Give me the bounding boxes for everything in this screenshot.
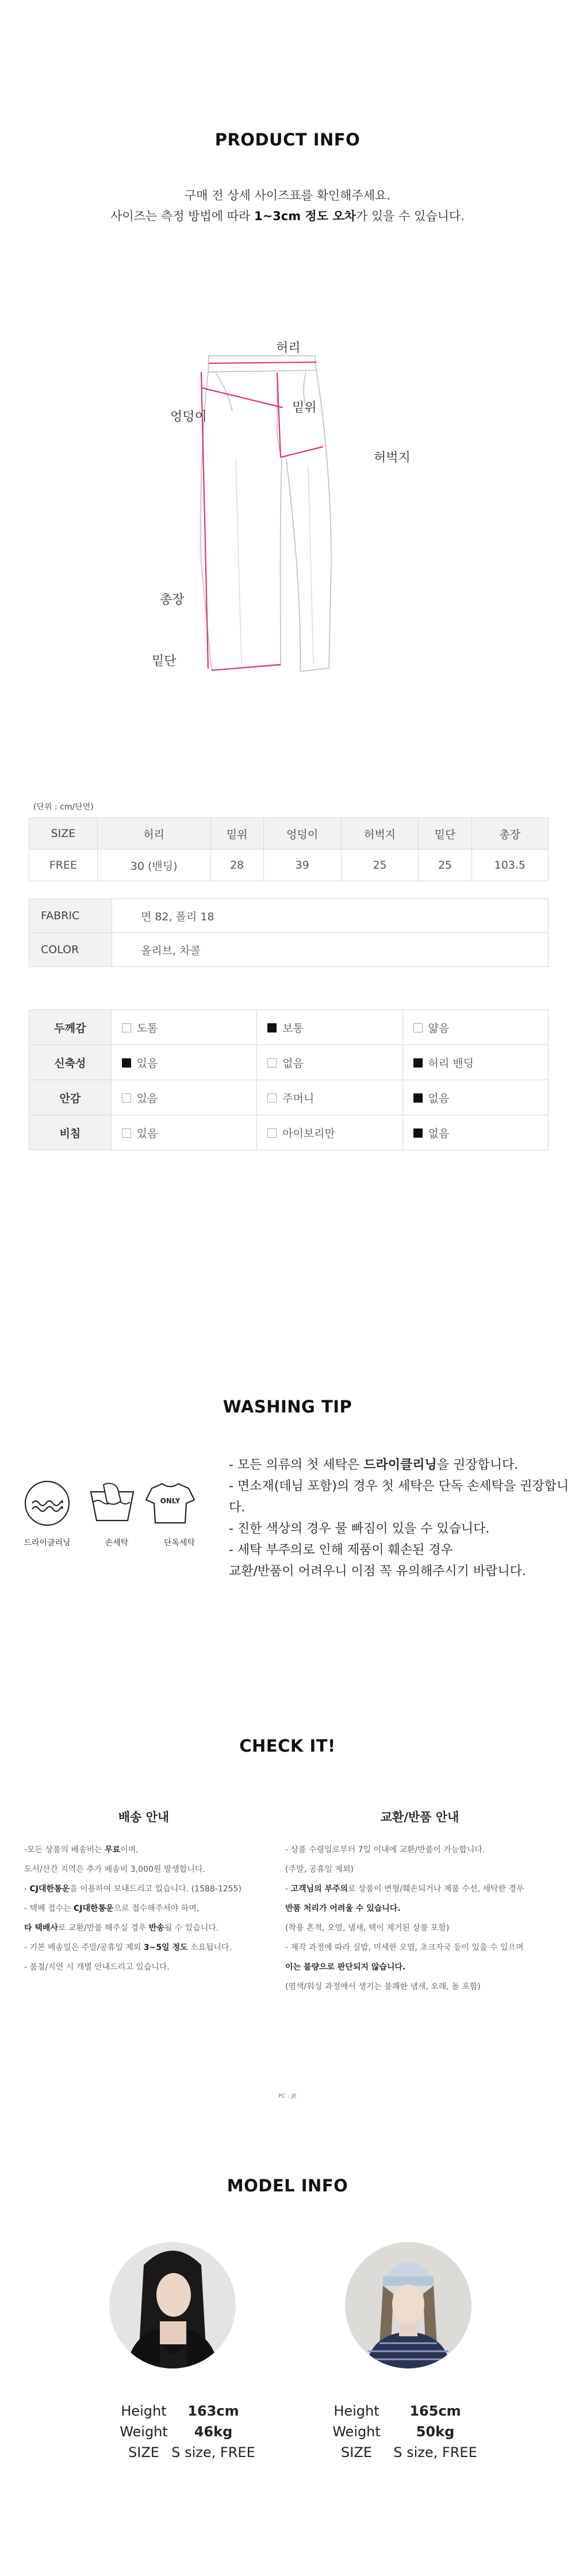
- unchecked-box-icon: [122, 1093, 131, 1103]
- fabric-color-table: [29, 899, 549, 967]
- return-title: 교환/반품 안내: [380, 1810, 459, 1824]
- size-unit: (단위 : cm/단면): [33, 803, 94, 812]
- attribute-option: [257, 1010, 402, 1045]
- checked-box-icon: [122, 1058, 131, 1068]
- shipping-line: - CJ대한통운을 이용하여 보내드리고 있습니다. (1588-1255): [24, 1884, 241, 1894]
- diagram-label-hip: 엉덩이: [170, 410, 207, 424]
- unchecked-box-icon: [267, 1058, 277, 1068]
- fabric-value: 면 82, 폴리 18: [112, 899, 549, 933]
- washing-icons: [24, 1480, 197, 1526]
- washing-line-5: 교환/반품이 어려우니 이점 꼭 유의해주시기 바랍니다.: [229, 1564, 526, 1579]
- attribute-label: 비침: [29, 1115, 112, 1150]
- pants-diagram: [195, 345, 391, 678]
- size-header-cell: 밑위: [210, 818, 263, 850]
- size-header-cell: 총장: [471, 818, 548, 850]
- product-info-line1: 구매 전 상세 사이즈표를 확인해주세요.: [185, 189, 390, 202]
- size-header-cell: SIZE: [29, 818, 98, 850]
- attribute-option: [111, 1045, 256, 1080]
- checked-box-icon: [267, 1023, 277, 1032]
- size-cell: 25: [419, 850, 471, 881]
- dry-clean-icon: [25, 1481, 69, 1525]
- color-row: [29, 933, 549, 967]
- check-it-title: CHECK IT!: [239, 1736, 336, 1756]
- diagram-label-length: 총장: [160, 593, 185, 607]
- unchecked-box-icon: [413, 1023, 423, 1032]
- attribute-label: 신축성: [29, 1045, 112, 1080]
- model-1-labels: Height Weight SIZE: [120, 2403, 168, 2460]
- attribute-option: [111, 1080, 256, 1115]
- attribute-option-text: 없음: [428, 1127, 450, 1140]
- diagram-label-waist: 허리: [276, 341, 301, 355]
- shipping-line: -모든 상품의 배송비는 무료이며,: [24, 1845, 139, 1855]
- hand-wash-icon: [91, 1483, 133, 1521]
- return-line: - 고객님의 부주의로 상품이 변형/훼손되거나 제품 수선, 세탁한 경우: [285, 1884, 524, 1894]
- washing-line-1: - 모든 의류의 첫 세탁은 드라이클리닝을 권장합니다.: [229, 1458, 519, 1472]
- washing-line-4: - 세탁 부주의로 인해 제품이 훼손된 경우: [229, 1543, 453, 1557]
- size-table-header: [29, 818, 549, 850]
- attribute-option: [257, 1080, 402, 1115]
- washing-line-2: - 면소재(데님 포함)의 경우 첫 세탁은 단독 손세탁을 권장합니다.: [229, 1479, 569, 1515]
- size-header-cell: 허리: [97, 818, 210, 850]
- size-cell: 103.5: [471, 850, 548, 881]
- attribute-option-text: 얇음: [428, 1022, 450, 1035]
- shipping-line: - 품절/지연 시 개별 안내드리고 있습니다.: [24, 1963, 170, 1972]
- model-info-title: MODEL INFO: [227, 2176, 348, 2195]
- checked-box-icon: [413, 1058, 423, 1068]
- size-table: [29, 817, 549, 881]
- diagram-label-rise: 밑위: [292, 401, 317, 415]
- return-line: - 제작 과정에 따라 실밥, 미세한 오염, 초크자국 등이 있을 수 있으며: [285, 1943, 524, 1952]
- return-line: (염색/워싱 과정에서 생기는 불쾌한 냄새, 오래, 돌 포함): [285, 1982, 481, 1991]
- color-label: COLOR: [29, 933, 112, 967]
- return-text: [285, 1840, 555, 1997]
- model-2-labels: Height Weight SIZE: [332, 2403, 381, 2460]
- attribute-option-text: 있음: [136, 1127, 158, 1140]
- attribute-option-text: 있음: [136, 1057, 158, 1070]
- product-info-line2: 사이즈는 측정 방법에 따라 1~3cm 정도 오차가 있을 수 있습니다.: [110, 209, 465, 223]
- attribute-option: [257, 1045, 402, 1080]
- attribute-option-text: 없음: [428, 1092, 450, 1105]
- size-cell: 39: [263, 850, 341, 881]
- fabric-label: FABRIC: [29, 899, 112, 933]
- attribute-row: [29, 1115, 549, 1150]
- only-wash-label: 단독세탁: [163, 1538, 195, 1548]
- size-header-cell: 엉덩이: [263, 818, 341, 850]
- attribute-option-text: 허리 밴딩: [428, 1057, 474, 1070]
- return-line: 반품 처리가 어려울 수 있습니다.: [285, 1904, 401, 1913]
- attribute-option-text: 보통: [282, 1022, 304, 1035]
- shipping-line: 도서/산간 지역은 추가 배송비 3,000원 발생합니다.: [24, 1865, 205, 1874]
- shipping-text: [24, 1840, 283, 1977]
- size-header-cell: 밑단: [419, 818, 471, 850]
- unchecked-box-icon: [267, 1093, 277, 1103]
- attribute-option: [402, 1045, 548, 1080]
- size-table-row: [29, 850, 549, 881]
- color-value: 올리브, 차콜: [112, 933, 549, 967]
- attribute-option-text: 없음: [282, 1057, 304, 1070]
- attribute-option-text: 주머니: [282, 1092, 315, 1105]
- attribute-row: [29, 1010, 549, 1045]
- product-info-title: PRODUCT INFO: [214, 130, 361, 149]
- size-cell: 30 (밴딩): [97, 850, 210, 881]
- hand-wash-label: 손세탁: [105, 1538, 129, 1548]
- diagram-label-hem: 밑단: [152, 654, 177, 669]
- return-line: 이는 불량으로 판단되지 않습니다.: [285, 1963, 406, 1972]
- return-line: (주말, 공휴일 제외): [285, 1865, 354, 1874]
- attribute-table: [29, 1009, 549, 1150]
- size-cell: 25: [341, 850, 419, 881]
- checked-box-icon: [413, 1128, 423, 1138]
- attribute-option-text: 도톰: [136, 1022, 158, 1035]
- diagram-label-thigh: 허벅지: [374, 451, 411, 465]
- unchecked-box-icon: [122, 1023, 131, 1032]
- shipping-title: 배송 안내: [118, 1810, 170, 1824]
- unchecked-box-icon: [122, 1128, 131, 1138]
- size-cell: FREE: [29, 850, 98, 881]
- attribute-option: [402, 1115, 548, 1150]
- attribute-row: [29, 1045, 549, 1080]
- attribute-row: [29, 1080, 549, 1115]
- only-wash-icon: [146, 1484, 194, 1523]
- size-cell: 28: [210, 850, 263, 881]
- shipping-line: - 택배 접수는 CJ대한통운으로 접수해주셔야 하며,: [24, 1904, 200, 1913]
- shipping-line: - 기본 배송일은 주말/공휴일 제외 3~5일 정도 소요됩니다.: [24, 1943, 232, 1952]
- dry-clean-label: 드라이클리닝: [24, 1538, 71, 1548]
- attribute-option: [111, 1010, 256, 1045]
- model-2-values: 165cm 50kg S size, FREE: [393, 2403, 477, 2460]
- attribute-option-text: 아이보리만: [282, 1127, 335, 1140]
- model-1-photo: [109, 2242, 236, 2368]
- attribute-option: [111, 1115, 256, 1150]
- washing-text: [229, 1454, 575, 1582]
- size-header-cell: 허벅지: [341, 818, 419, 850]
- attribute-option-text: 있음: [136, 1092, 158, 1105]
- attribute-label: 안감: [29, 1080, 112, 1115]
- model-1-values: 163cm 46kg S size, FREE: [171, 2403, 255, 2460]
- shipping-line: 타 택배사로 교환/반품 해주실 경우 반송될 수 있습니다.: [24, 1924, 219, 1933]
- return-line: - 상품 수령일로부터 7일 이내에 교환/반품이 가능합니다.: [285, 1845, 485, 1855]
- fabric-row: [29, 899, 549, 933]
- checked-box-icon: [413, 1093, 423, 1103]
- return-line: (착용 흔적, 오염, 냄새, 택이 제거된 상품 포함): [285, 1924, 450, 1933]
- attribute-label: 두께감: [29, 1010, 112, 1045]
- svg-text:ONLY: ONLY: [160, 1497, 181, 1505]
- attribute-option: [257, 1115, 402, 1150]
- footer-mark: PC : JE: [278, 2093, 297, 2099]
- unchecked-box-icon: [267, 1128, 277, 1138]
- attribute-option: [402, 1010, 548, 1045]
- attribute-option: [402, 1080, 548, 1115]
- model-2-photo: [345, 2242, 471, 2368]
- washing-line-3: - 진한 색상의 경우 물 빠짐이 있을 수 있습니다.: [229, 1522, 490, 1536]
- washing-tip-title: WASHING TIP: [223, 1397, 352, 1416]
